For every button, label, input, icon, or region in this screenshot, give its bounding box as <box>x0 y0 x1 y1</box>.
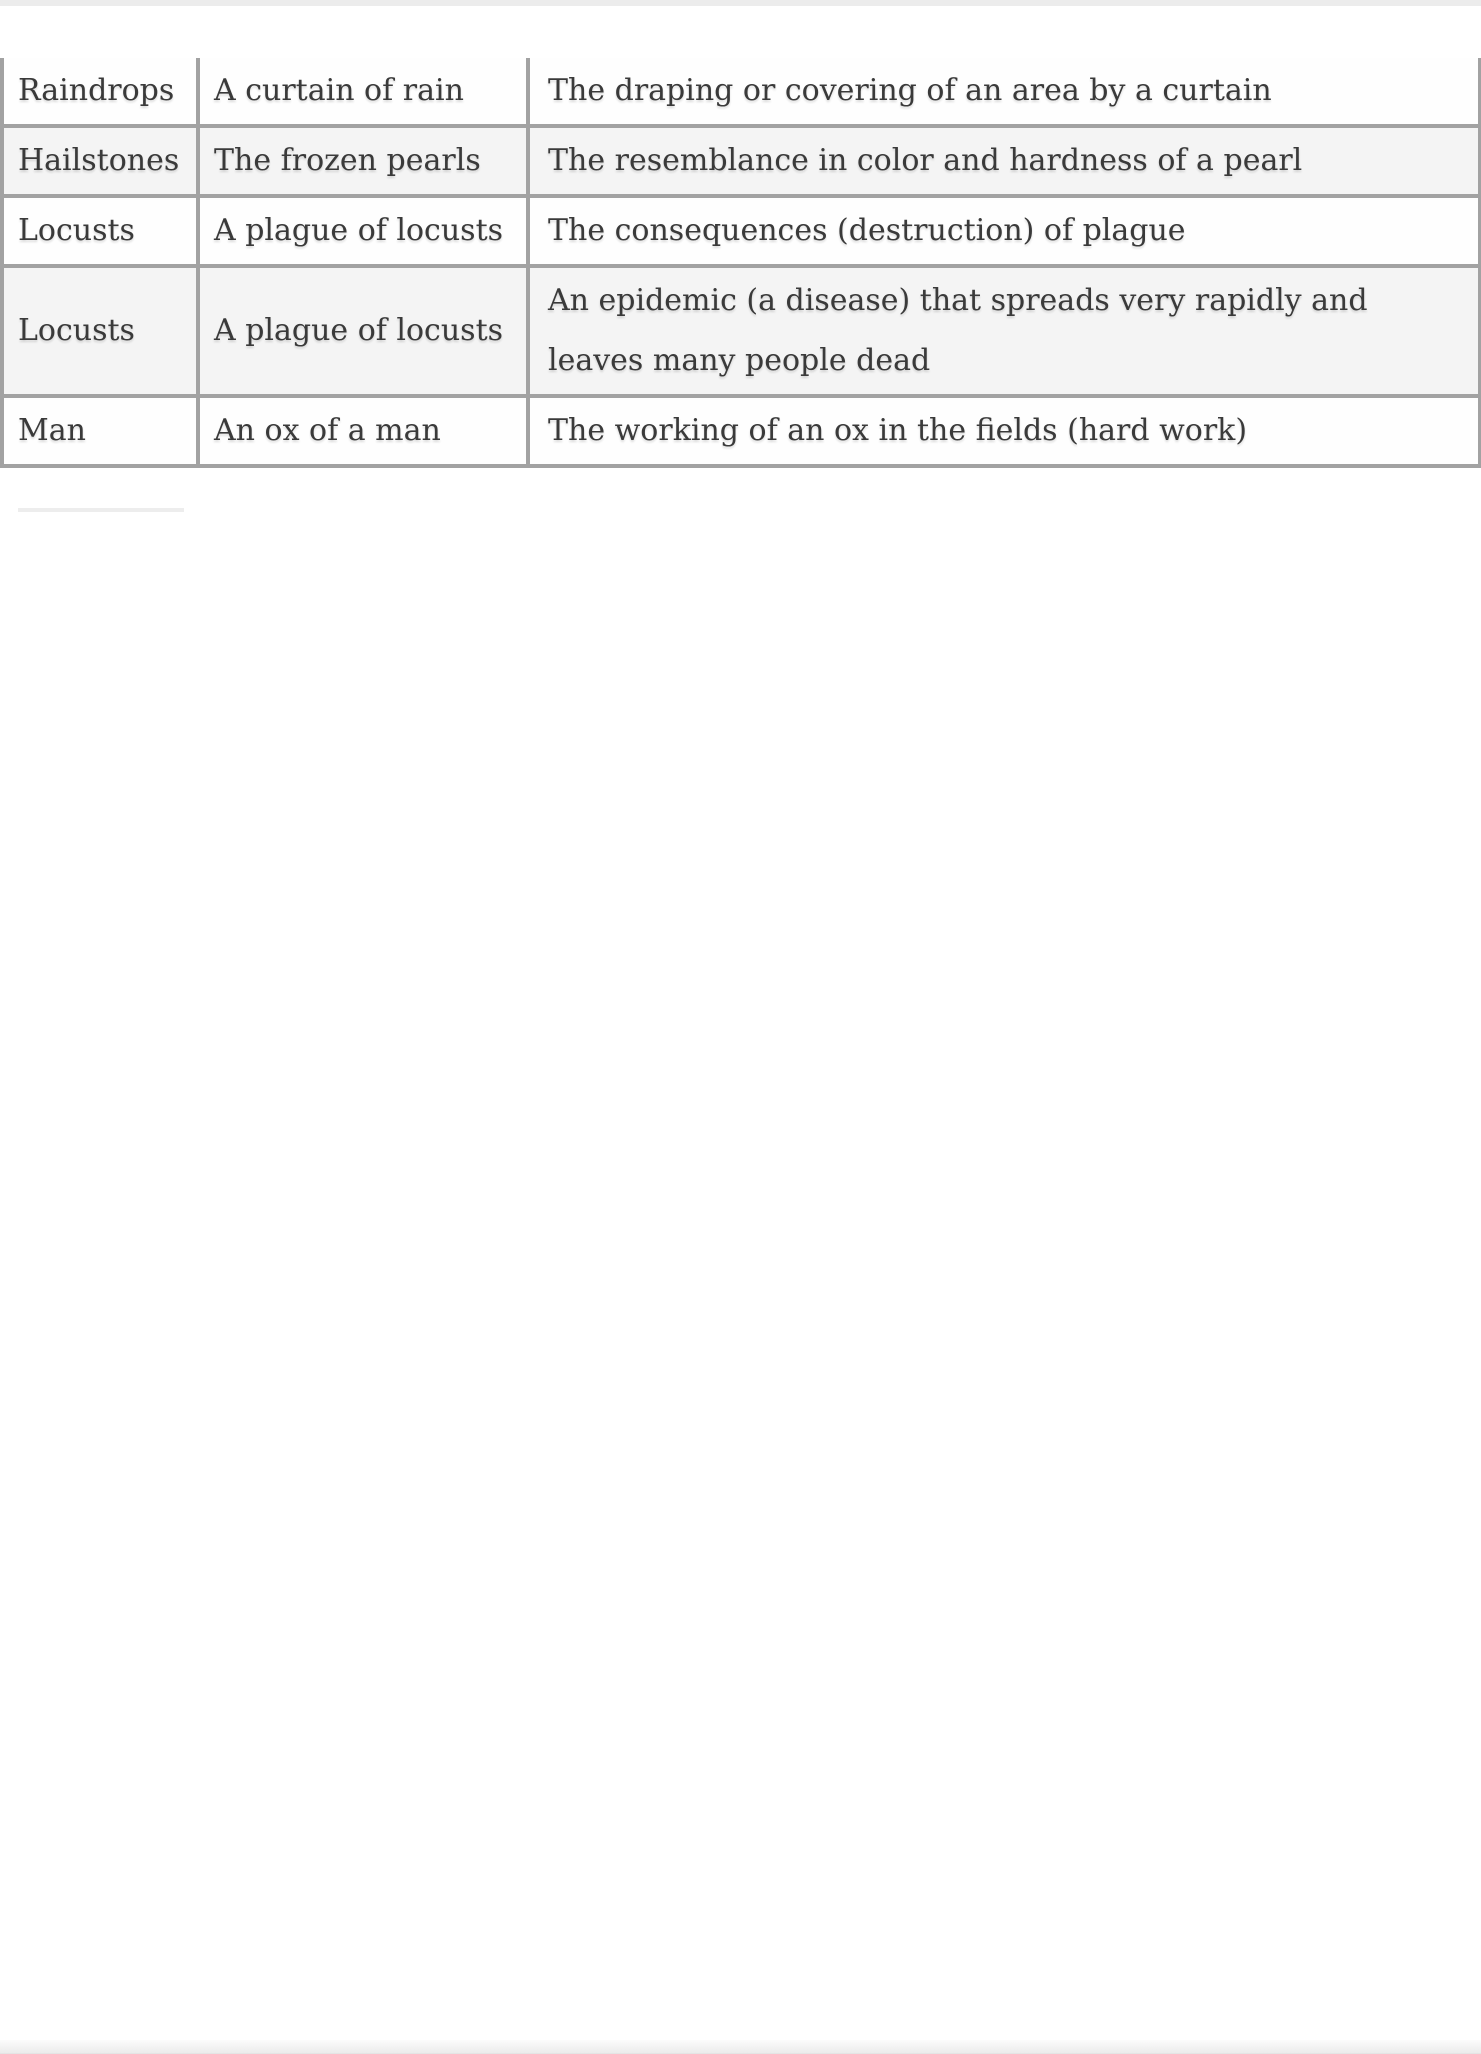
table-row <box>2 266 1480 396</box>
table-row <box>2 396 1480 466</box>
table-row <box>2 126 1480 196</box>
table-cell-term: Raindrops <box>2 58 198 126</box>
table-cell-phrase: A plague of locusts <box>198 196 528 266</box>
page-bottom-edge-strip <box>0 2040 1481 2054</box>
table-row <box>2 58 1480 126</box>
table-cell-term: Man <box>2 396 198 466</box>
table-cell-term: Locusts <box>2 266 198 396</box>
table-cell-meaning: The working of an ox in the fields (hard work) <box>528 396 1480 466</box>
table-cell-phrase: The frozen pearls <box>198 126 528 196</box>
table-cell-meaning: An epidemic (a disease) that spreads very rapidly and leaves many people dead <box>528 266 1480 396</box>
table-cell-meaning: The resemblance in color and hardness of a pearl <box>528 126 1480 196</box>
table-cell-phrase: A plague of locusts <box>198 266 528 396</box>
faint-divider-line <box>18 508 184 512</box>
table-cell-meaning: The draping or covering of an area by a curtain <box>528 58 1480 126</box>
page-top-edge-strip <box>0 0 1481 6</box>
comparison-table <box>0 58 1481 468</box>
table-cell-term: Hailstones <box>2 126 198 196</box>
table-cell-term: Locusts <box>2 196 198 266</box>
table-cell-meaning: The consequences (destruction) of plague <box>528 196 1480 266</box>
table-cell-phrase: An ox of a man <box>198 396 528 466</box>
table-row <box>2 196 1480 266</box>
table-cell-phrase: A curtain of rain <box>198 58 528 126</box>
